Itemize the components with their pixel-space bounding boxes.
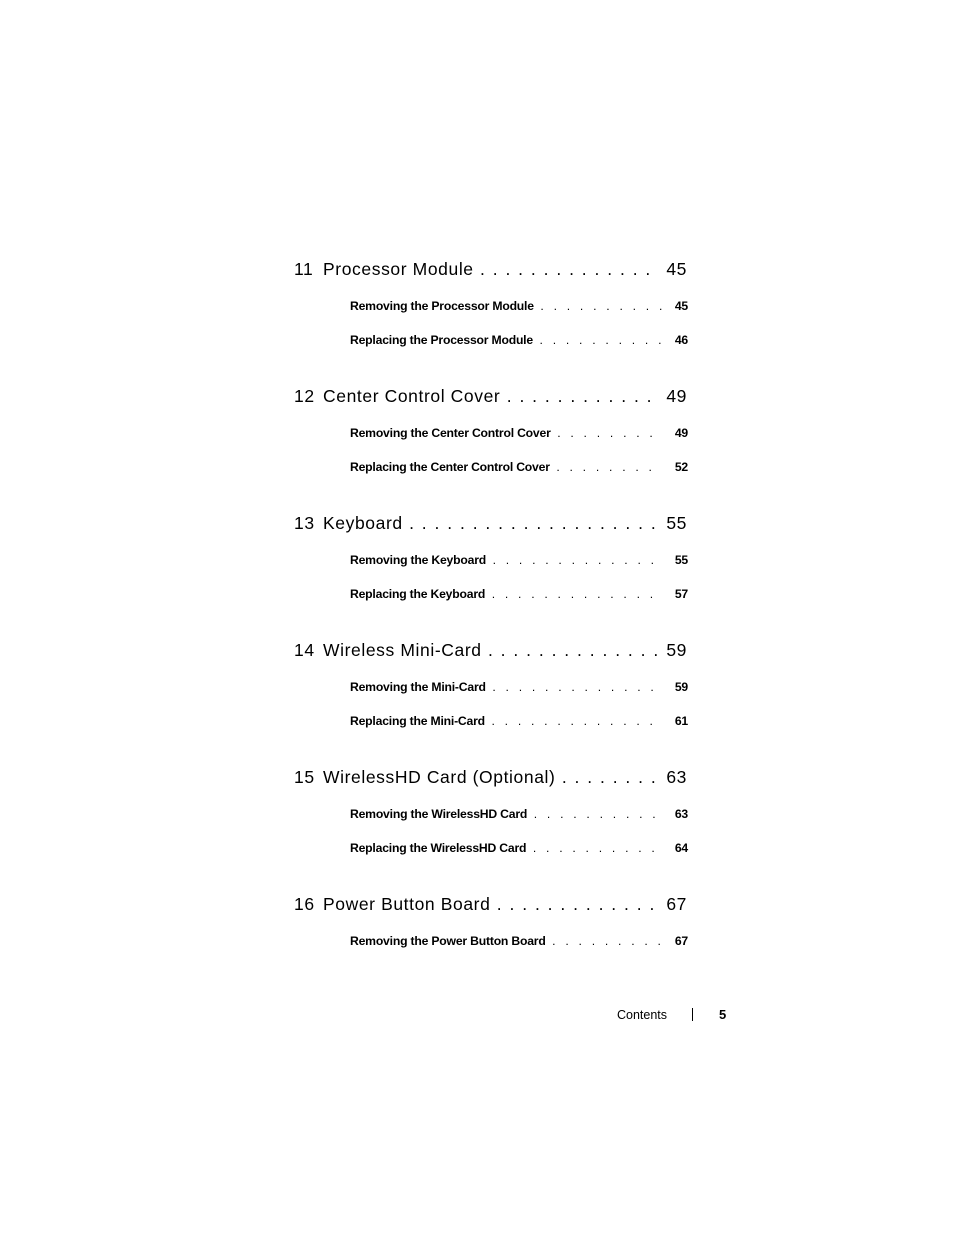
chapter-number: 11 xyxy=(294,259,314,279)
footer-page-number: 5 xyxy=(719,1007,727,1022)
chapter-page-number: 67 xyxy=(662,887,687,921)
toc-chapter xyxy=(294,633,688,738)
chapter-page-number: 55 xyxy=(662,506,687,540)
toc-chapter xyxy=(294,379,688,484)
toc-chapter-entry[interactable] xyxy=(294,379,688,413)
toc-section-entry[interactable] xyxy=(294,670,688,704)
chapter-page-number: 45 xyxy=(662,252,687,286)
section-page-number: 67 xyxy=(669,924,688,958)
chapter-number: 14 xyxy=(294,640,315,660)
footer-section-label: Contents xyxy=(617,1008,668,1022)
section-title: Removing the WirelessHD Card . . . xyxy=(350,797,662,831)
toc-section-entry[interactable] xyxy=(294,704,688,738)
chapter-number: 15 xyxy=(294,767,315,787)
toc-chapter-entry[interactable] xyxy=(294,760,688,794)
chapter-page-number: 59 xyxy=(662,633,687,667)
chapter-title: Center Control Cover . . . xyxy=(323,379,658,413)
section-page-number: 45 xyxy=(669,289,688,323)
toc-section-entry[interactable] xyxy=(294,577,688,611)
section-title: Replacing the WirelessHD Card . . . xyxy=(350,831,662,865)
chapter-title: WirelessHD Card (Optional) . . . xyxy=(323,760,658,794)
section-page-number: 46 xyxy=(669,323,688,357)
chapter-title: Keyboard . . . xyxy=(323,506,658,540)
toc-chapter-entry[interactable] xyxy=(294,633,688,667)
section-title: Removing the Keyboard . . . xyxy=(350,543,662,577)
section-title: Replacing the Processor Module . . . xyxy=(350,323,662,357)
footer-divider xyxy=(692,1008,693,1021)
section-title: Replacing the Center Control Cover . . . xyxy=(350,450,662,484)
section-page-number: 49 xyxy=(669,416,688,450)
toc-section-entry[interactable] xyxy=(294,416,688,450)
chapter-number: 16 xyxy=(294,894,315,914)
section-title: Removing the Mini-Card . . . xyxy=(350,670,662,704)
section-page-number: 61 xyxy=(669,704,688,738)
chapter-number: 12 xyxy=(294,386,315,406)
toc-chapter xyxy=(294,506,688,611)
chapter-page-number: 63 xyxy=(662,760,687,794)
toc-chapter xyxy=(294,887,688,958)
toc-section-entry[interactable] xyxy=(294,831,688,865)
section-title: Replacing the Mini-Card . . . xyxy=(350,704,662,738)
chapter-page-number: 49 xyxy=(662,379,687,413)
toc-chapter-entry[interactable] xyxy=(294,252,688,286)
chapter-title: Power Button Board . . . xyxy=(323,887,658,921)
section-title: Replacing the Keyboard . . . xyxy=(350,577,662,611)
chapter-title: Wireless Mini-Card . . . xyxy=(323,633,658,667)
toc-chapter xyxy=(294,252,688,357)
toc-section-entry[interactable] xyxy=(294,797,688,831)
toc-section-entry[interactable] xyxy=(294,323,688,357)
section-page-number: 59 xyxy=(669,670,688,704)
section-title: Removing the Center Control Cover . . . xyxy=(350,416,662,450)
section-page-number: 52 xyxy=(669,450,688,484)
section-page-number: 63 xyxy=(669,797,688,831)
toc-section-entry[interactable] xyxy=(294,924,688,958)
toc-chapter-entry[interactable] xyxy=(294,887,688,921)
section-page-number: 64 xyxy=(669,831,688,865)
page-footer xyxy=(600,1005,730,1025)
toc-chapter xyxy=(294,760,688,865)
section-title: Removing the Power Button Board . . . xyxy=(350,924,662,958)
toc-chapter-entry[interactable] xyxy=(294,506,688,540)
section-page-number: 55 xyxy=(669,543,688,577)
chapter-number: 13 xyxy=(294,513,315,533)
section-page-number: 57 xyxy=(669,577,688,611)
toc-section-entry[interactable] xyxy=(294,289,688,323)
table-of-contents xyxy=(294,252,688,958)
section-title: Removing the Processor Module . . . xyxy=(350,289,662,323)
chapter-title: Processor Module . . . xyxy=(323,252,658,286)
toc-section-entry[interactable] xyxy=(294,450,688,484)
toc-section-entry[interactable] xyxy=(294,543,688,577)
